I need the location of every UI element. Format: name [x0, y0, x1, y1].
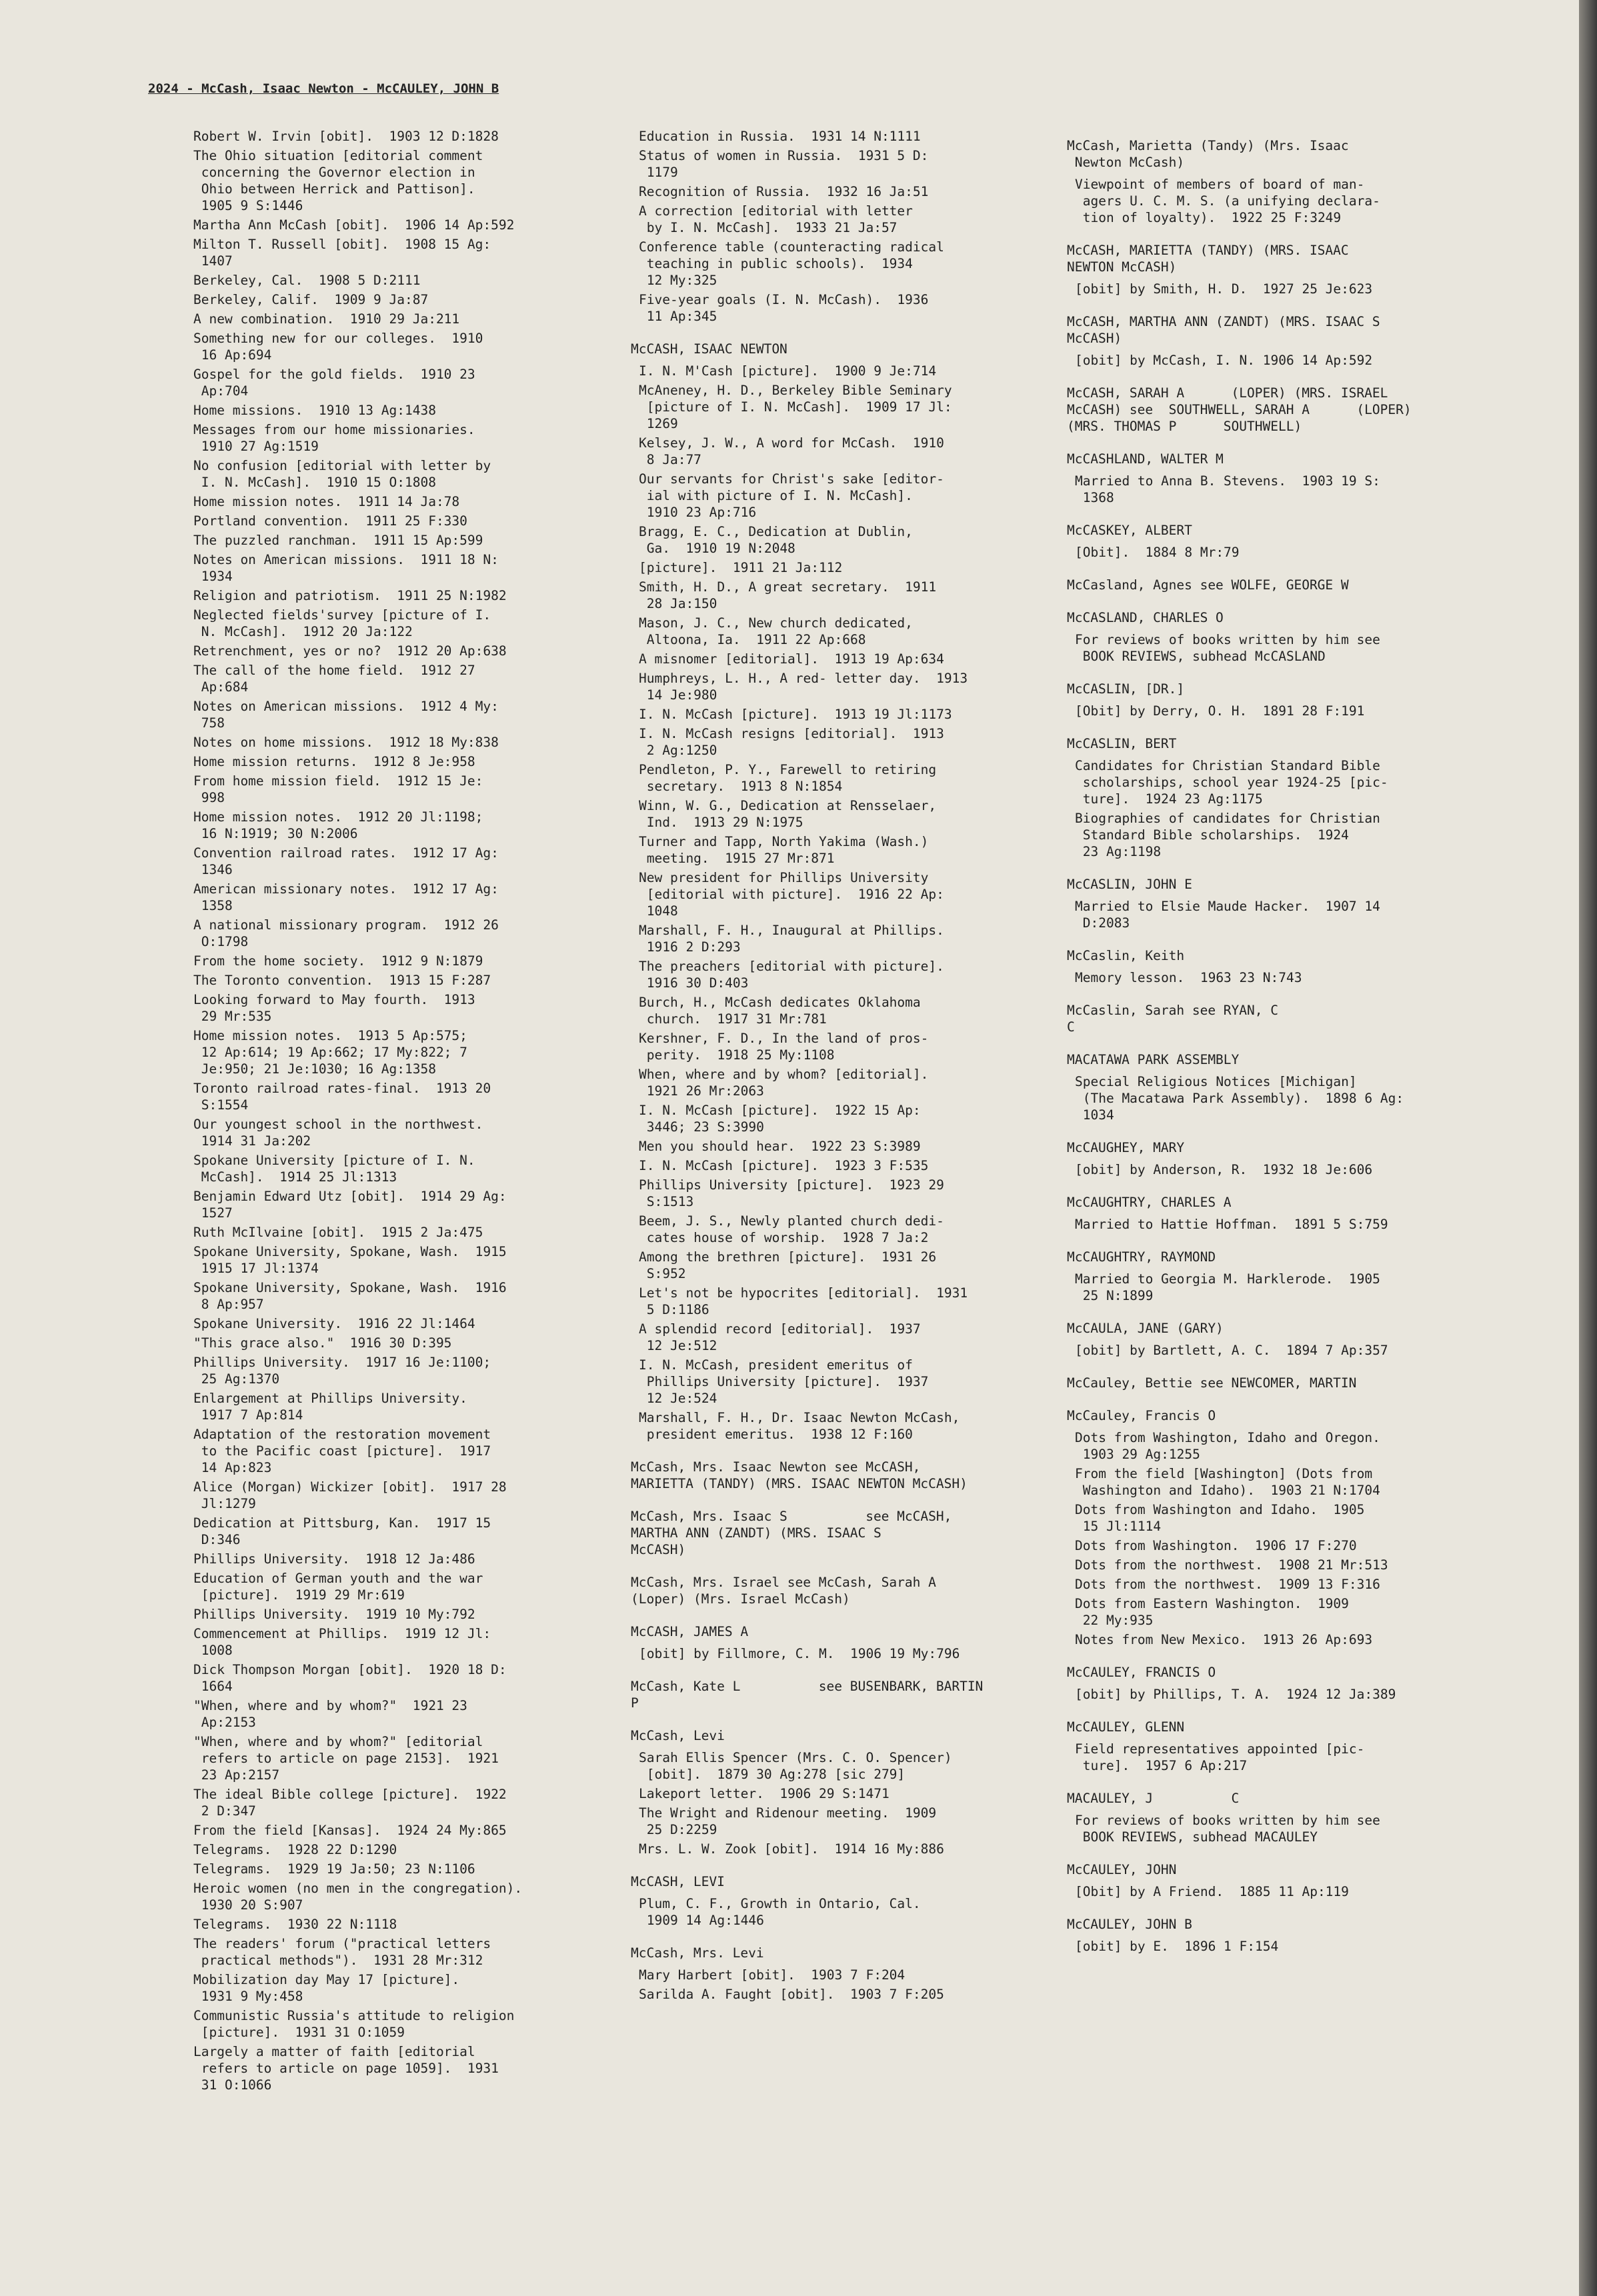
index-entry: Notes on American missions. 1911 18 N: 1934: [193, 552, 499, 584]
index-heading: McCASKEY, ALBERT: [1067, 523, 1192, 538]
index-entry: Plum, C. F., Growth in Ontario, Cal. 1909 14 Ag:1446: [639, 1896, 921, 1928]
index-entry: "When, where and by whom?" 1921 23 Ap:2153: [193, 1698, 467, 1730]
index-heading: McCash, Levi: [631, 1728, 725, 1743]
index-entry: Men you should hear. 1922 23 S:3989: [639, 1139, 921, 1154]
index-entry: [picture]. 1911 21 Ja:112: [639, 560, 843, 575]
index-entry: Five-year goals (I. N. McCash). 1936 11 Ap:345: [639, 292, 929, 324]
index-heading: McCASH, LEVI: [631, 1874, 725, 1889]
index-entry: Telegrams. 1930 22 N:1118: [193, 1917, 397, 1932]
index-entry: Spokane University [picture of I. N. McCash]. 1914 25 Jl:1313: [193, 1153, 475, 1185]
index-entry: Mason, J. C., New church dedicated, Altoona, Ia. 1911 22 Ap:668: [639, 615, 913, 647]
index-entry: Spokane University, Spokane, Wash. 1916 8 Ap:957: [193, 1280, 507, 1312]
index-entry: Lakeport letter. 1906 29 S:1471: [639, 1786, 890, 1801]
index-heading: McCauley, Bettie see NEWCOMER, MARTIN: [1067, 1375, 1357, 1391]
index-entry: Berkeley, Calif. 1909 9 Ja:87: [193, 292, 429, 307]
index-entry: From the field [Washington] (Dots from Washington and Idaho). 1903 21 N:1704: [1075, 1466, 1380, 1498]
index-entry: Convention railroad rates. 1912 17 Ag: 1346: [193, 845, 499, 877]
index-entry: Mobilization day May 17 [picture]. 1931 9 My:458: [193, 1972, 460, 2004]
index-entry: For reviews of books written by him see BOOK REVIEWS, subhead MACAULEY: [1075, 1813, 1380, 1845]
index-entry: Portland convention. 1911 25 F:330: [193, 513, 467, 529]
index-entry: Home mission notes. 1911 14 Ja:78: [193, 494, 460, 509]
index-entry: A new combination. 1910 29 Ja:211: [193, 311, 460, 327]
index-entry: Benjamin Edward Utz [obit]. 1914 29 Ag: 1527: [193, 1189, 507, 1221]
index-entry: [obit] by Anderson, R. 1932 18 Je:606: [1075, 1162, 1373, 1177]
index-entry: Our servants for Christ's sake [editor- ial with picture of I. N. McCash]. 1910 23 Ap:716: [639, 471, 944, 520]
index-entry: Looking forward to May fourth. 1913 29 Mr:535: [193, 992, 475, 1024]
index-entry: Notes from New Mexico. 1913 26 Ap:693: [1075, 1632, 1373, 1647]
index-entry: Conference table (counteracting radical teaching in public schools). 1934 12 My:325: [639, 239, 944, 288]
index-entry: Our youngest school in the northwest. 1914 31 Ja:202: [193, 1117, 483, 1149]
index-entry: [obit] by McCash, I. N. 1906 14 Ap:592: [1075, 353, 1373, 368]
index-heading: McCASH, MARIETTA (TANDY) (MRS. ISAAC NEWTON McCASH): [1067, 243, 1349, 275]
index-entry: Commencement at Phillips. 1919 12 Jl: 1008: [193, 1626, 491, 1658]
column-3: [1067, 137, 1542, 1957]
index-entry: Dots from Eastern Washington. 1909 22 My:935: [1075, 1596, 1349, 1628]
index-heading: McCASLIN, [DR.]: [1067, 681, 1185, 697]
index-entry: Phillips University. 1919 10 My:792: [193, 1607, 475, 1622]
index-entry: Neglected fields'survey [picture of I. N. McCash]. 1912 20 Ja:122: [193, 607, 491, 639]
index-entry: Memory lesson. 1963 23 N:743: [1075, 970, 1302, 985]
index-entry: Biographies of candidates for Christian Standard Bible scholarships. 1924 23 Ag:1198: [1075, 811, 1380, 859]
index-entry: From home mission field. 1912 15 Je: 998: [193, 773, 483, 805]
index-heading: McCauley, Francis O: [1067, 1408, 1216, 1423]
index-entry: Telegrams. 1929 19 Ja:50; 23 N:1106: [193, 1861, 475, 1877]
index-entry: Religion and patriotism. 1911 25 N:1982: [193, 588, 507, 603]
index-entry: Pendleton, P. Y., Farewell to retiring secretary. 1913 8 N:1854: [639, 762, 937, 794]
index-entry: The Toronto convention. 1913 15 F:287: [193, 973, 491, 988]
index-entry: [obit] by Phillips, T. A. 1924 12 Ja:389: [1075, 1687, 1396, 1702]
index-entry: Marshall, F. H., Dr. Isaac Newton McCash, president emeritus. 1938 12 F:160: [639, 1410, 960, 1442]
index-entry: Bragg, E. C., Dedication at Dublin, Ga. 1910 19 N:2048: [639, 524, 913, 556]
index-heading: McCash, Mrs. Israel see McCash, Sarah A (Loper) (Mrs. Israel McCash): [631, 1575, 936, 1607]
index-entry: [obit] by Smith, H. D. 1927 25 Je:623: [1075, 281, 1373, 297]
index-heading: McCAUGHTRY, RAYMOND: [1067, 1249, 1216, 1265]
index-entry: I. N. M'Cash [picture]. 1900 9 Je:714: [639, 363, 937, 379]
index-heading: McCAUGHEY, MARY: [1067, 1140, 1185, 1155]
index-entry: Enlargement at Phillips University. 1917 7 Ap:814: [193, 1391, 467, 1423]
index-entry: Spokane University. 1916 22 Jl:1464: [193, 1316, 475, 1331]
index-heading: MACATAWA PARK ASSEMBLY: [1067, 1052, 1240, 1067]
index-entry: I. N. McCash [picture]. 1922 15 Ap: 3446; 23 S:3990: [639, 1103, 921, 1135]
index-entry: [Obit]. 1884 8 Mr:79: [1075, 545, 1240, 560]
index-heading: MACAULEY, J C: [1067, 1791, 1240, 1806]
index-entry: Berkeley, Cal. 1908 5 D:2111: [193, 273, 421, 288]
index-entry: Winn, W. G., Dedication at Rensselaer, Ind. 1913 29 N:1975: [639, 798, 937, 830]
index-heading: McCASHLAND, WALTER M: [1067, 451, 1224, 467]
index-heading: McCAULA, JANE (GARY): [1067, 1321, 1224, 1336]
index-entry: [obit] by Bartlett, A. C. 1894 7 Ap:357: [1075, 1343, 1388, 1358]
column-1: [193, 128, 620, 2096]
index-entry: I. N. McCash [picture]. 1923 3 F:535: [639, 1158, 929, 1173]
index-entry: Phillips University. 1918 12 Ja:486: [193, 1551, 475, 1567]
index-entry: Let's not be hypocrites [editorial]. 1931 5 D:1186: [639, 1285, 968, 1317]
index-entry: "This grace also." 1916 30 D:395: [193, 1335, 452, 1351]
index-entry: A misnomer [editorial]. 1913 19 Ap:634: [639, 651, 944, 667]
index-entry: Spokane University, Spokane, Wash. 1915 1915 17 Jl:1374: [193, 1244, 507, 1276]
index-entry: The readers' forum ("practical letters practical methods"). 1931 28 Mr:312: [193, 1936, 491, 1968]
index-entry: New president for Phillips University [editorial with picture]. 1916 22 Ap: 1048: [639, 870, 944, 919]
index-entry: Toronto railroad rates-final. 1913 20 S:1554: [193, 1081, 491, 1113]
index-entry: No confusion [editorial with letter by I. N. McCash]. 1910 15 O:1808: [193, 458, 491, 490]
index-heading: McCASH, MARTHA ANN (ZANDT) (MRS. ISAAC S McCASH): [1067, 314, 1380, 346]
index-entry: Mrs. L. W. Zook [obit]. 1914 16 My:886: [639, 1841, 944, 1857]
index-entry: Married to Anna B. Stevens. 1903 19 S: 1368: [1075, 473, 1380, 505]
index-entry: The call of the home field. 1912 27 Ap:684: [193, 663, 475, 695]
index-entry: Education of German youth and the war [picture]. 1919 29 Mr:619: [193, 1571, 483, 1603]
index-heading: McCaslin, Keith: [1067, 948, 1185, 963]
index-entry: Married to Hattie Hoffman. 1891 5 S:759: [1075, 1217, 1388, 1232]
index-entry: [Obit] by A Friend. 1885 11 Ap:119: [1075, 1884, 1349, 1899]
index-entry: Education in Russia. 1931 14 N:1111: [639, 129, 921, 144]
index-entry: Status of women in Russia. 1931 5 D: 1179: [639, 148, 929, 180]
index-heading: McCaslin, Sarah see RYAN, C C: [1067, 1003, 1278, 1035]
index-entry: Martha Ann McCash [obit]. 1906 14 Ap:592: [193, 217, 515, 233]
index-entry: Viewpoint of members of board of man- agers U. C. M. S. (a unifying declara- tion of loyalty). 1922 25 F:3249: [1075, 177, 1380, 225]
index-entry: Home mission notes. 1912 20 Jl:1198; 16 N:1919; 30 N:2006: [193, 809, 483, 841]
index-heading: McCASLAND, CHARLES O: [1067, 610, 1224, 625]
index-entry: Dick Thompson Morgan [obit]. 1920 18 D: 1664: [193, 1662, 507, 1694]
index-entry: The Wright and Ridenour meeting. 1909 25 D:2259: [639, 1805, 937, 1837]
index-entry: Heroic women (no men in the congregation). 1930 20 S:907: [193, 1881, 523, 1913]
index-entry: [obit] by E. 1896 1 F:154: [1075, 1939, 1279, 1954]
index-entry: I. N. McCash [picture]. 1913 19 Jl:1173: [639, 707, 952, 722]
index-entry: Alice (Morgan) Wickizer [obit]. 1917 28 Jl:1279: [193, 1479, 507, 1511]
index-entry: Special Religious Notices [Michigan] (The Macatawa Park Assembly). 1898 6 Ag: 1034: [1075, 1074, 1404, 1123]
index-entry: From the field [Kansas]. 1924 24 My:865: [193, 1823, 507, 1838]
index-entry: Dots from the northwest. 1909 13 F:316: [1075, 1577, 1380, 1592]
index-entry: A national missionary program. 1912 26 O:1798: [193, 917, 499, 949]
index-entry: Married to Elsie Maude Hacker. 1907 14 D:2083: [1075, 899, 1380, 931]
index-entry: Milton T. Russell [obit]. 1908 15 Ag: 1407: [193, 237, 491, 269]
index-heading: McCASH, ISAAC NEWTON: [631, 341, 787, 357]
index-entry: For reviews of books written by him see BOOK REVIEWS, subhead McCASLAND: [1075, 632, 1380, 664]
index-entry: Marshall, F. H., Inaugural at Phillips. 1916 2 D:293: [639, 923, 944, 955]
index-entry: American missionary notes. 1912 17 Ag: 1358: [193, 881, 499, 913]
index-entry: Largely a matter of faith [editorial refers to article on page 1059]. 1931 31 O:1066: [193, 2044, 499, 2093]
index-entry: Kelsey, J. W., A word for McCash. 1910 8 Ja:77: [639, 435, 944, 467]
index-entry: A correction [editorial with letter by I. N. McCash]. 1933 21 Ja:57: [639, 203, 913, 235]
index-entry: Home missions. 1910 13 Ag:1438: [193, 403, 436, 418]
index-entry: Dots from Washington, Idaho and Oregon. 1903 29 Ag:1255: [1075, 1430, 1380, 1462]
index-entry: Recognition of Russia. 1932 16 Ja:51: [639, 184, 929, 199]
index-entry: Humphreys, L. H., A red- letter day. 1913 14 Je:980: [639, 671, 968, 703]
index-heading: McCasland, Agnes see WOLFE, GEORGE W: [1067, 577, 1349, 593]
index-entry: From the home society. 1912 9 N:1879: [193, 953, 483, 969]
index-entry: Notes on home missions. 1912 18 My:838: [193, 735, 499, 750]
index-entry: Communistic Russia's attitude to religion [picture]. 1931 31 O:1059: [193, 2008, 515, 2040]
index-entry: I. N. McCash resigns [editorial]. 1913 2 Ag:1250: [639, 726, 944, 758]
index-entry: Phillips University. 1917 16 Je:1100; 25 Ag:1370: [193, 1355, 491, 1387]
index-entry: Smith, H. D., A great secretary. 1911 28 Ja:150: [639, 579, 937, 611]
index-entry: Dots from Washington and Idaho. 1905 15 Jl:1114: [1075, 1502, 1365, 1534]
index-heading: McCash, Mrs. Isaac Newton see McCASH, MARIETTA (TANDY) (MRS. ISAAC NEWTON McCASH): [631, 1459, 968, 1491]
index-entry: Beem, J. S., Newly planted church dedi- cates house of worship. 1928 7 Ja:2: [639, 1213, 944, 1245]
index-entry: Robert W. Irvin [obit]. 1903 12 D:1828: [193, 129, 499, 144]
index-heading: McCAULEY, JOHN: [1067, 1862, 1177, 1877]
index-entry: Telegrams. 1928 22 D:1290: [193, 1842, 397, 1857]
index-heading: McCASLIN, BERT: [1067, 736, 1177, 751]
index-entry: Turner and Tapp, North Yakima (Wash.) meeting. 1915 27 Mr:871: [639, 834, 929, 866]
index-heading: McCASLIN, JOHN E: [1067, 877, 1192, 892]
index-heading: McCAUGHTRY, CHARLES A: [1067, 1195, 1232, 1210]
index-entry: When, where and by whom? [editorial]. 1921 26 Mr:2063: [639, 1067, 929, 1099]
index-entry: Gospel for the gold fields. 1910 23 Ap:704: [193, 367, 475, 399]
index-heading: McCASH, JAMES A: [631, 1624, 749, 1639]
index-heading: McCASH, SARAH A (LOPER) (MRS. ISRAEL McCASH) see SOUTHWELL, SARAH A (LOPER) (MRS. THOMAS P SOUTHWELL): [1067, 385, 1412, 434]
index-heading: McCash, Marietta (Tandy) (Mrs. Isaac Newton McCash): [1067, 138, 1349, 170]
column-2: [631, 128, 1066, 2005]
index-entry: Burch, H., McCash dedicates Oklahoma church. 1917 31 Mr:781: [639, 995, 921, 1027]
index-entry: Dots from the northwest. 1908 21 Mr:513: [1075, 1557, 1388, 1573]
index-entry: Mary Harbert [obit]. 1903 7 F:204: [639, 1967, 906, 1983]
index-entry: Sarah Ellis Spencer (Mrs. C. O. Spencer) [obit]. 1879 30 Ag:278 [sic 279]: [639, 1750, 952, 1782]
index-heading: McCash, Kate L see BUSENBARK, BARTIN P: [631, 1679, 984, 1711]
index-entry: [obit] by Fillmore, C. M. 1906 19 My:796: [639, 1646, 960, 1661]
index-entry: Married to Georgia M. Harklerode. 1905 25 N:1899: [1075, 1271, 1380, 1303]
index-entry: A splendid record [editorial]. 1937 12 Je:512: [639, 1321, 921, 1353]
index-entry: "When, where and by whom?" [editorial refers to article on page 2153]. 1921 23 Ap:2157: [193, 1734, 499, 1783]
index-heading: McCash, Mrs. Levi: [631, 1945, 764, 1961]
index-entry: McAneney, H. D., Berkeley Bible Seminary [picture of I. N. McCash]. 1909 17 Jl: 1269: [639, 383, 952, 431]
index-entry: Home mission returns. 1912 8 Je:958: [193, 754, 475, 769]
index-entry: Sarilda A. Faught [obit]. 1903 7 F:205: [639, 1987, 944, 2002]
index-entry: I. N. McCash, president emeritus of Phillips University [picture]. 1937 12 Je:524: [639, 1357, 929, 1406]
index-entry: Ruth McIlvaine [obit]. 1915 2 Ja:475: [193, 1225, 483, 1240]
index-entry: Retrenchment, yes or no? 1912 20 Ap:638: [193, 643, 507, 659]
page-header: 2024 - McCash, Isaac Newton - McCAULEY, JOHN B: [148, 81, 499, 96]
index-entry: The preachers [editorial with picture]. 1916 30 D:403: [639, 959, 944, 991]
index-entry: Field representatives appointed [pic- ture]. 1957 6 Ap:217: [1075, 1741, 1365, 1773]
index-entry: Kershner, F. D., In the land of pros- perity. 1918 25 My:1108: [639, 1031, 929, 1063]
index-entry: Messages from our home missionaries. 1910 27 Ag:1519: [193, 422, 475, 454]
index-entry: Home mission notes. 1913 5 Ap:575; 12 Ap:614; 19 Ap:662; 17 My:822; 7 Je:950; 21 Je:1030; 16 Ag:1358: [193, 1028, 467, 1077]
index-entry: The puzzled ranchman. 1911 15 Ap:599: [193, 533, 483, 548]
index-entry: Candidates for Christian Standard Bible scholarships, school year 1924-25 [pic- ture]. 1924 23 Ag:1175: [1075, 758, 1388, 807]
index-entry: The Ohio situation [editorial comment concerning the Governor election in Ohio between Herrick and Pattison]. 1905 9 S:1446: [193, 148, 483, 213]
index-entry: Dedication at Pittsburg, Kan. 1917 15 D:346: [193, 1515, 491, 1547]
page-edge: [1579, 0, 1597, 2296]
index-entry: The ideal Bible college [picture]. 1922 2 D:347: [193, 1787, 507, 1819]
index-entry: Adaptation of the restoration movement to the Pacific coast [picture]. 1917 14 Ap:823: [193, 1427, 491, 1475]
index-entry: Phillips University [picture]. 1923 29 S:1513: [639, 1177, 944, 1209]
index-entry: [Obit] by Derry, O. H. 1891 28 F:191: [1075, 703, 1365, 719]
index-entry: Among the brethren [picture]. 1931 26 S:952: [639, 1249, 937, 1281]
index-heading: McCAULEY, GLENN: [1067, 1719, 1185, 1735]
index-heading: McCAULEY, FRANCIS O: [1067, 1665, 1216, 1680]
index-entry: Something new for our colleges. 1910 16 Ap:694: [193, 331, 483, 363]
index-entry: Notes on American missions. 1912 4 My: 758: [193, 699, 499, 731]
index-heading: McCAULEY, JOHN B: [1067, 1917, 1192, 1932]
index-entry: Dots from Washington. 1906 17 F:270: [1075, 1538, 1357, 1553]
index-heading: McCash, Mrs. Isaac S see McCASH, MARTHA ANN (ZANDT) (MRS. ISAAC S McCASH): [631, 1509, 952, 1557]
